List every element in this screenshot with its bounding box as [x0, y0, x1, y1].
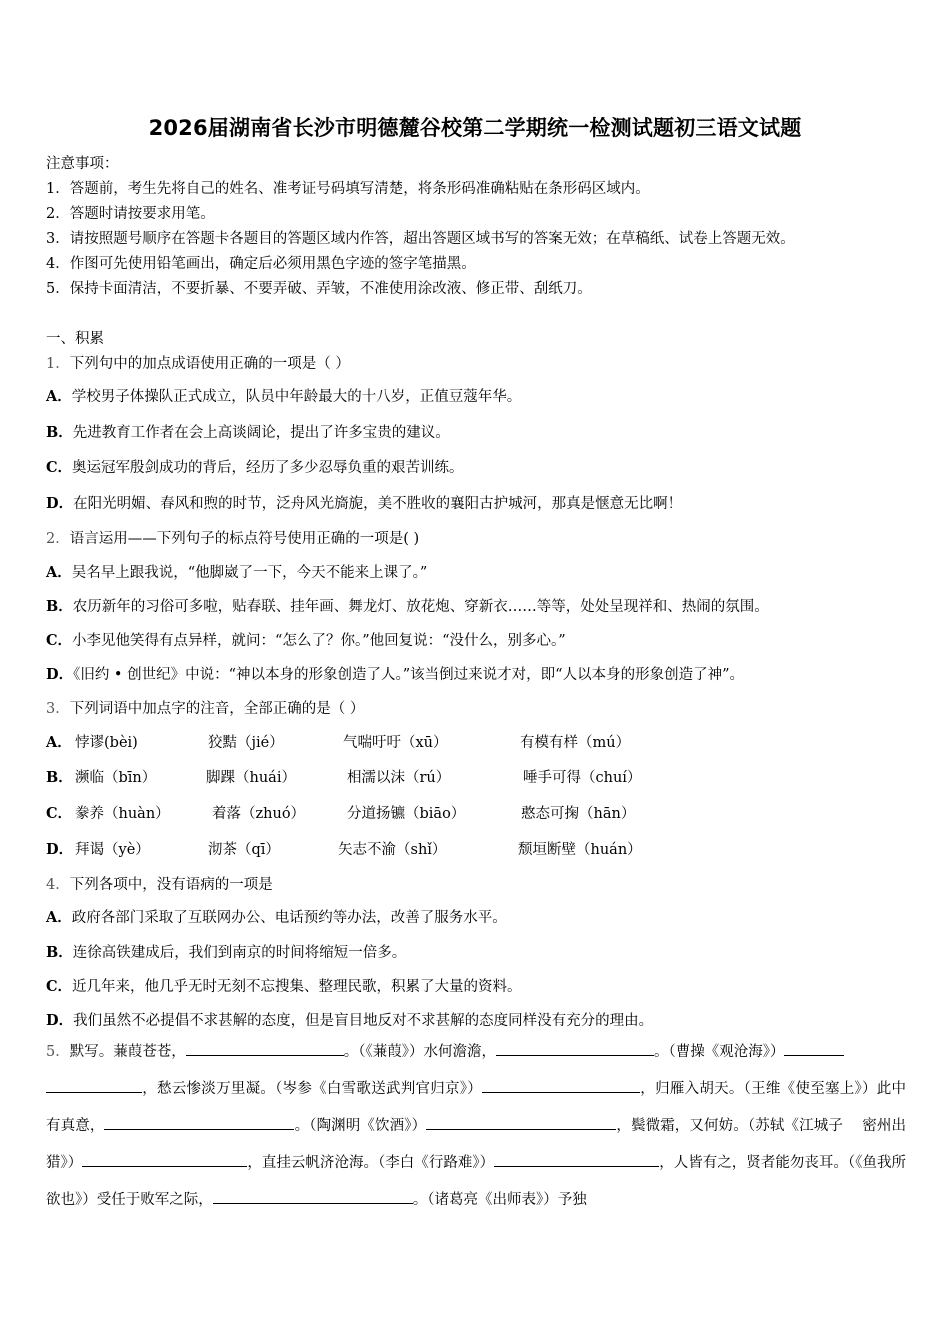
- pinyin-item: 分道扬镳（biāo）: [347, 806, 466, 822]
- question-number: 2．: [46, 531, 70, 547]
- notice-item: 2．答题时请按要求用笔。: [46, 206, 215, 222]
- row-label: B．: [46, 769, 73, 786]
- section-heading: 一、积累: [46, 331, 104, 347]
- answer-blank[interactable]: [494, 1152, 659, 1167]
- option-b: B．农历新年的习俗可多啦，贴春联、挂年画、舞龙灯、放花炮、穿新衣……等等，处处呈现祥和、热闹的氛围。: [46, 598, 769, 615]
- pinyin-item: 豢养（huàn）: [75, 806, 170, 822]
- option-b: B．连徐高铁建成后，我们到南京的时间将缩短一倍多。: [46, 944, 407, 961]
- question-text: 下列各项中，没有语病的一项是: [69, 877, 273, 893]
- question-text: 下列词语中加点字的注音，全部正确的是（ ）: [69, 701, 365, 717]
- answer-blank[interactable]: [496, 1041, 654, 1056]
- option-c: C．奥运冠军殷剑成功的背后，经历了多少忍辱负重的艰苦训练。: [46, 459, 464, 476]
- pinyin-item: 憨态可掬（hān）: [521, 806, 636, 822]
- notice-item: 5．保持卡面清洁，不要折暴、不要弄破、弄皱，不准使用涂改液、修正带、刮纸刀。: [46, 281, 592, 297]
- notice-item: 4．作图可先使用铅笔画出，确定后必须用黑色字迹的签字笔描黑。: [46, 256, 476, 272]
- question-number: 4．: [46, 877, 70, 893]
- notice-item: 1．答题前，考生先将自己的姓名、准考证号码填写清楚，将条形码准确粘贴在条形码区域内。: [46, 181, 650, 197]
- option-c: C．近几年来，他几乎无时无刻不忘搜集、整理民歌，积累了大量的资料。: [46, 978, 522, 995]
- question-stem: [46, 873, 273, 894]
- answer-blank[interactable]: [82, 1152, 247, 1167]
- row-label: A．: [46, 734, 72, 751]
- pinyin-item: 矢志不渝（shǐ）: [338, 842, 447, 858]
- option-d: D．在阳光明媚、春风和煦的时节，泛舟风光旖旎，美不胜收的襄阳古护城河，那真是惬意无比啊！: [46, 495, 683, 512]
- answer-blank[interactable]: [482, 1078, 640, 1093]
- question-number: 5．: [46, 1044, 70, 1060]
- dictation-question: 5．默写。蒹葭苍苍， 。（《蒹葭》）水何澹澹， 。（曹操《观沧海》） ，愁云惨淡万里凝。（岑参《白雪歌送武判官归京》） ，归雁入胡天。（王维《使至塞上》）此中有真意， 。（陶渊明《饮酒》） ，鬓微霜，又何妨。（苏轼《江城子 密州出猎》） ，直挂云帆济沧海。（李白《行路难》） ，人皆有之，贤者能勿丧耳。（《鱼我所欲也》）受任于败军之际， 。（诸葛亮《出师表》）予独: [46, 1034, 906, 1219]
- row-label: D．: [46, 841, 74, 858]
- pinyin-item: 悖谬(bèi): [75, 735, 138, 751]
- question-stem: [46, 352, 350, 373]
- question-text: 语言运用——下列句子的标点符号使用正确的一项是( ): [69, 531, 420, 547]
- answer-blank[interactable]: [213, 1189, 413, 1204]
- question-stem: [46, 527, 419, 548]
- question-stem: [46, 697, 364, 718]
- answer-blank[interactable]: [784, 1041, 844, 1056]
- option-c: C．小李见他笑得有点异样，就问：“怎么了？你。”他回复说：“没什么，别多心。”: [46, 632, 566, 649]
- option-d: D．《旧约 • 创世纪》中说：“神以本身的形象创造了人。”该当倒过来说才对，即“人以本身的形象创造了神”。: [46, 666, 744, 683]
- question-number: 3．: [46, 701, 70, 717]
- option-d: D．我们虽然不必提倡不求甚解的态度，但是盲目地反对不求甚解的态度同样没有充分的理由。: [46, 1012, 654, 1029]
- pinyin-item: 颓垣断壁（huán）: [518, 842, 642, 858]
- option-a: A．政府各部门采取了互联网办公、电话预约等办法，改善了服务水平。: [46, 909, 507, 926]
- pinyin-item: 拜谒（yè）: [75, 842, 150, 858]
- pinyin-item: 沏茶（qī）: [208, 842, 280, 858]
- pinyin-item: 濒临（bīn）: [75, 770, 157, 786]
- row-label: C．: [46, 805, 73, 822]
- notice-item: 3．请按照题号顺序在答题卡各题目的答题区域内作答，超出答题区域书写的答案无效；在草稿纸、试卷上答题无效。: [46, 231, 795, 247]
- answer-blank[interactable]: [186, 1041, 344, 1056]
- pinyin-item: 唾手可得（chuí）: [523, 770, 642, 786]
- pinyin-item: 着落（zhuó）: [212, 806, 306, 822]
- option-a: A．吴名早上跟我说，“他脚崴了一下，今天不能来上课了。”: [46, 564, 428, 581]
- notice-heading: 注意事项：: [46, 156, 119, 172]
- question-text: 下列句中的加点成语使用正确的一项是（ ）: [69, 356, 350, 372]
- option-b: B．先进教育工作者在会上高谈阔论，提出了许多宝贵的建议。: [46, 424, 450, 441]
- question-number: 1．: [46, 356, 70, 372]
- pinyin-item: 相濡以沫（rú）: [347, 770, 451, 786]
- answer-blank[interactable]: [426, 1115, 616, 1130]
- pinyin-item: 气喘吁吁（xū）: [343, 735, 448, 751]
- page-title: 2026届湖南省长沙市明德麓谷校第二学期统一检测试题初三语文试题: [148, 116, 802, 140]
- answer-blank[interactable]: [104, 1115, 294, 1130]
- pinyin-item: 脚踝（huái）: [206, 770, 296, 786]
- option-a: A．学校男子体操队正式成立，队员中年龄最大的十八岁，正值豆蔻年华。: [46, 388, 522, 405]
- answer-blank[interactable]: [46, 1078, 142, 1093]
- pinyin-item: 有模有样（mú）: [520, 735, 631, 751]
- pinyin-item: 狡黠（jié）: [208, 735, 284, 751]
